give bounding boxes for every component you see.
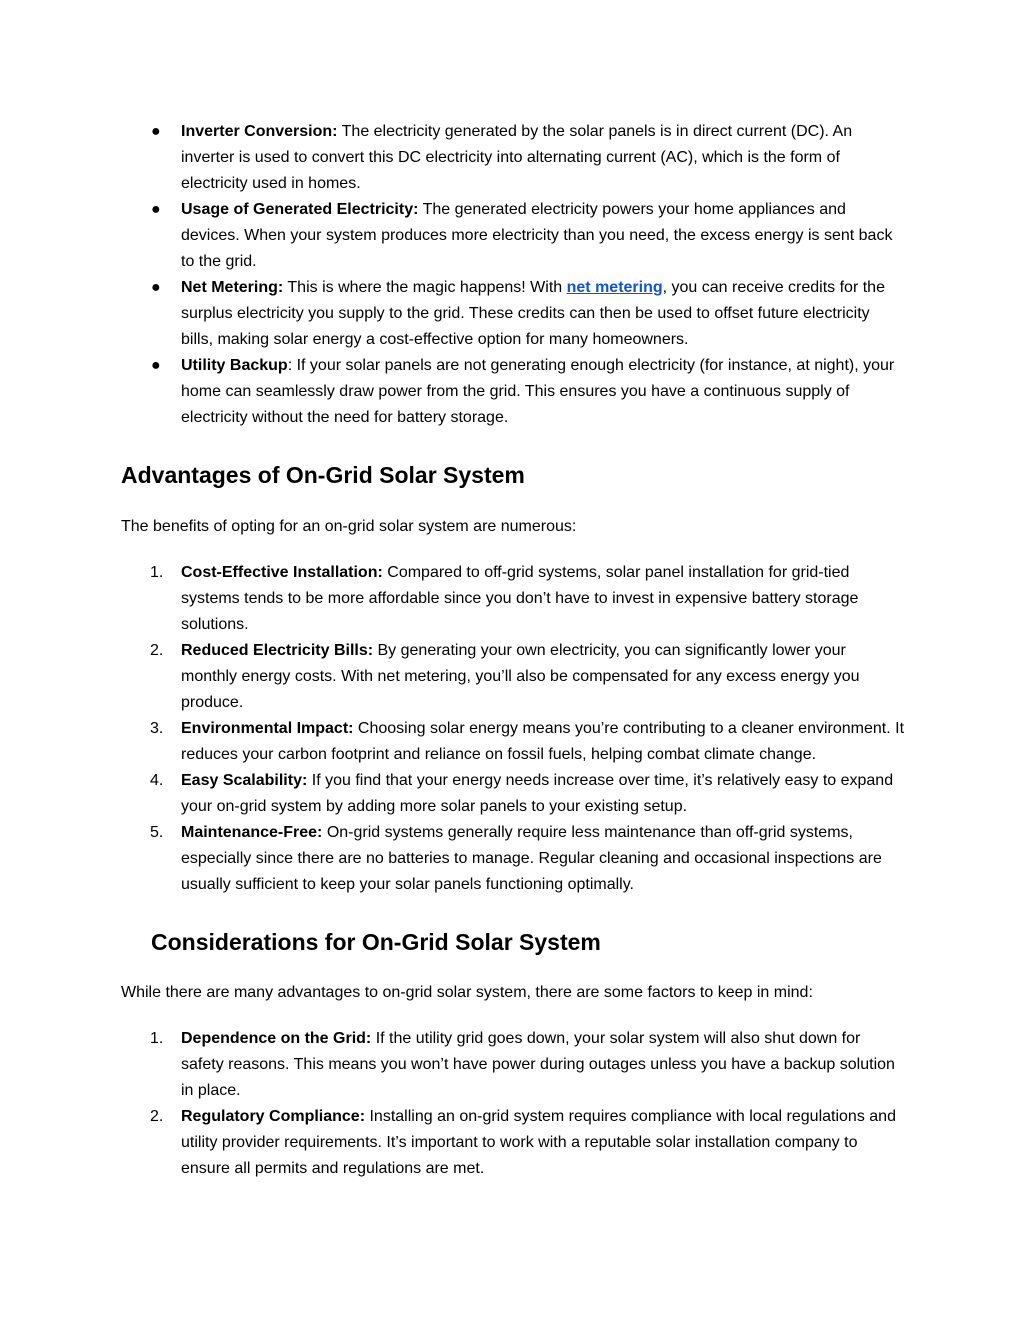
list-item-environmental-impact <box>150 716 905 768</box>
how-it-works-bullet-list <box>0 119 1024 431</box>
list-item-easy-scalability <box>150 768 905 820</box>
considerations-intro: While there are many advantages to on-grid solar system, there are some factors to keep in mind: <box>121 984 813 1001</box>
item-label: Cost-Effective Installation: <box>181 564 383 581</box>
item-number: 1. <box>150 1030 164 1047</box>
item-number: 5. <box>150 824 164 841</box>
item-label: Environmental Impact: <box>181 720 354 737</box>
item-number: 4. <box>150 772 164 789</box>
considerations-heading: Considerations for On-Grid Solar System <box>151 929 601 955</box>
bullet-marker: ● <box>151 123 161 140</box>
list-item-regulatory-compliance <box>150 1104 905 1182</box>
item-label: Maintenance-Free: <box>181 824 323 841</box>
item-label: Easy Scalability: <box>181 772 308 789</box>
list-item-utility-backup <box>151 353 905 431</box>
item-text: : If your solar panels are not generating enough electricity (for instance, at night), your home can seamlessly draw power from the grid. This ensures you have a continuous supply of electricity without the need for battery storage. <box>181 357 895 426</box>
list-item-dependence-on-the-grid <box>150 1026 905 1104</box>
item-text: This is where the magic happens! With <box>283 279 567 296</box>
item-text: By generating your own electricity, you can significantly lower your monthly energy costs. With net metering, you’ll also be compensated for any excess energy you produce. <box>181 642 860 711</box>
advantages-heading: Advantages of On-Grid Solar System <box>121 462 525 488</box>
item-label: Dependence on the Grid: <box>181 1030 372 1047</box>
bullet-marker: ● <box>151 279 161 296</box>
bullet-marker: ● <box>151 357 161 374</box>
item-label: Usage of Generated Electricity: <box>181 201 419 218</box>
item-text: , you can receive credits for the surplus electricity you supply to the grid. These credits can then be used to offset future electricity bills, making solar energy a cost-effective option for many homeowners. <box>181 279 885 348</box>
list-item-inverter-conversion <box>151 119 905 197</box>
list-item-usage-of-generated-electricity <box>151 197 905 275</box>
item-number: 2. <box>150 642 164 659</box>
considerations-numbered-list <box>0 1026 1024 1182</box>
list-item-reduced-electricity-bills <box>150 638 905 716</box>
advantages-intro: The benefits of opting for an on-grid solar system are numerous: <box>121 518 577 535</box>
item-label: Utility Backup <box>181 357 288 374</box>
item-text: If you find that your energy needs increase over time, it’s relatively easy to expand your on-grid system by adding more solar panels to your existing setup. <box>181 772 894 815</box>
item-number: 2. <box>150 1108 164 1125</box>
item-text: The electricity generated by the solar panels is in direct current (DC). An inverter is used to convert this DC electricity into alternating current (AC), which is the form of electricity used in homes. <box>181 123 853 192</box>
list-item-maintenance-free <box>150 820 905 898</box>
item-label: Regulatory Compliance: <box>181 1108 366 1125</box>
item-number: 1. <box>150 564 164 581</box>
item-number: 3. <box>150 720 164 737</box>
item-text: The generated electricity powers your home appliances and devices. When your system produces more electricity than you need, the excess energy is sent back to the grid. <box>181 201 893 270</box>
item-text: Compared to off-grid systems, solar panel installation for grid-tied systems tends to be more affordable since you don’t have to invest in expensive battery storage solutions. <box>181 564 859 633</box>
item-text: On-grid systems generally require less maintenance than off-grid systems, especially since there are no batteries to manage. Regular cleaning and occasional inspections are usually sufficient to keep your solar panels functioning optimally. <box>181 824 882 893</box>
item-label: Net Metering: <box>181 279 284 296</box>
item-text: Choosing solar energy means you’re contributing to a cleaner environment. It reduces your carbon footprint and reliance on fossil fuels, helping combat climate change. <box>181 720 905 763</box>
net-metering-link[interactable]: net metering <box>566 279 663 296</box>
list-item-net-metering <box>151 275 905 353</box>
item-label: Reduced Electricity Bills: <box>181 642 374 659</box>
item-text: If the utility grid goes down, your solar system will also shut down for safety reasons. This means you won’t have power during outages unless you have a backup solution in place. <box>181 1030 895 1099</box>
advantages-numbered-list <box>0 560 1024 898</box>
item-text: Installing an on-grid system requires compliance with local regulations and utility provider requirements. It’s important to work with a reputable solar installation company to ensure all permits and regulations are met. <box>181 1108 896 1177</box>
item-label: Inverter Conversion: <box>181 123 338 140</box>
bullet-marker: ● <box>151 201 161 218</box>
list-item-cost-effective-installation <box>150 560 905 638</box>
